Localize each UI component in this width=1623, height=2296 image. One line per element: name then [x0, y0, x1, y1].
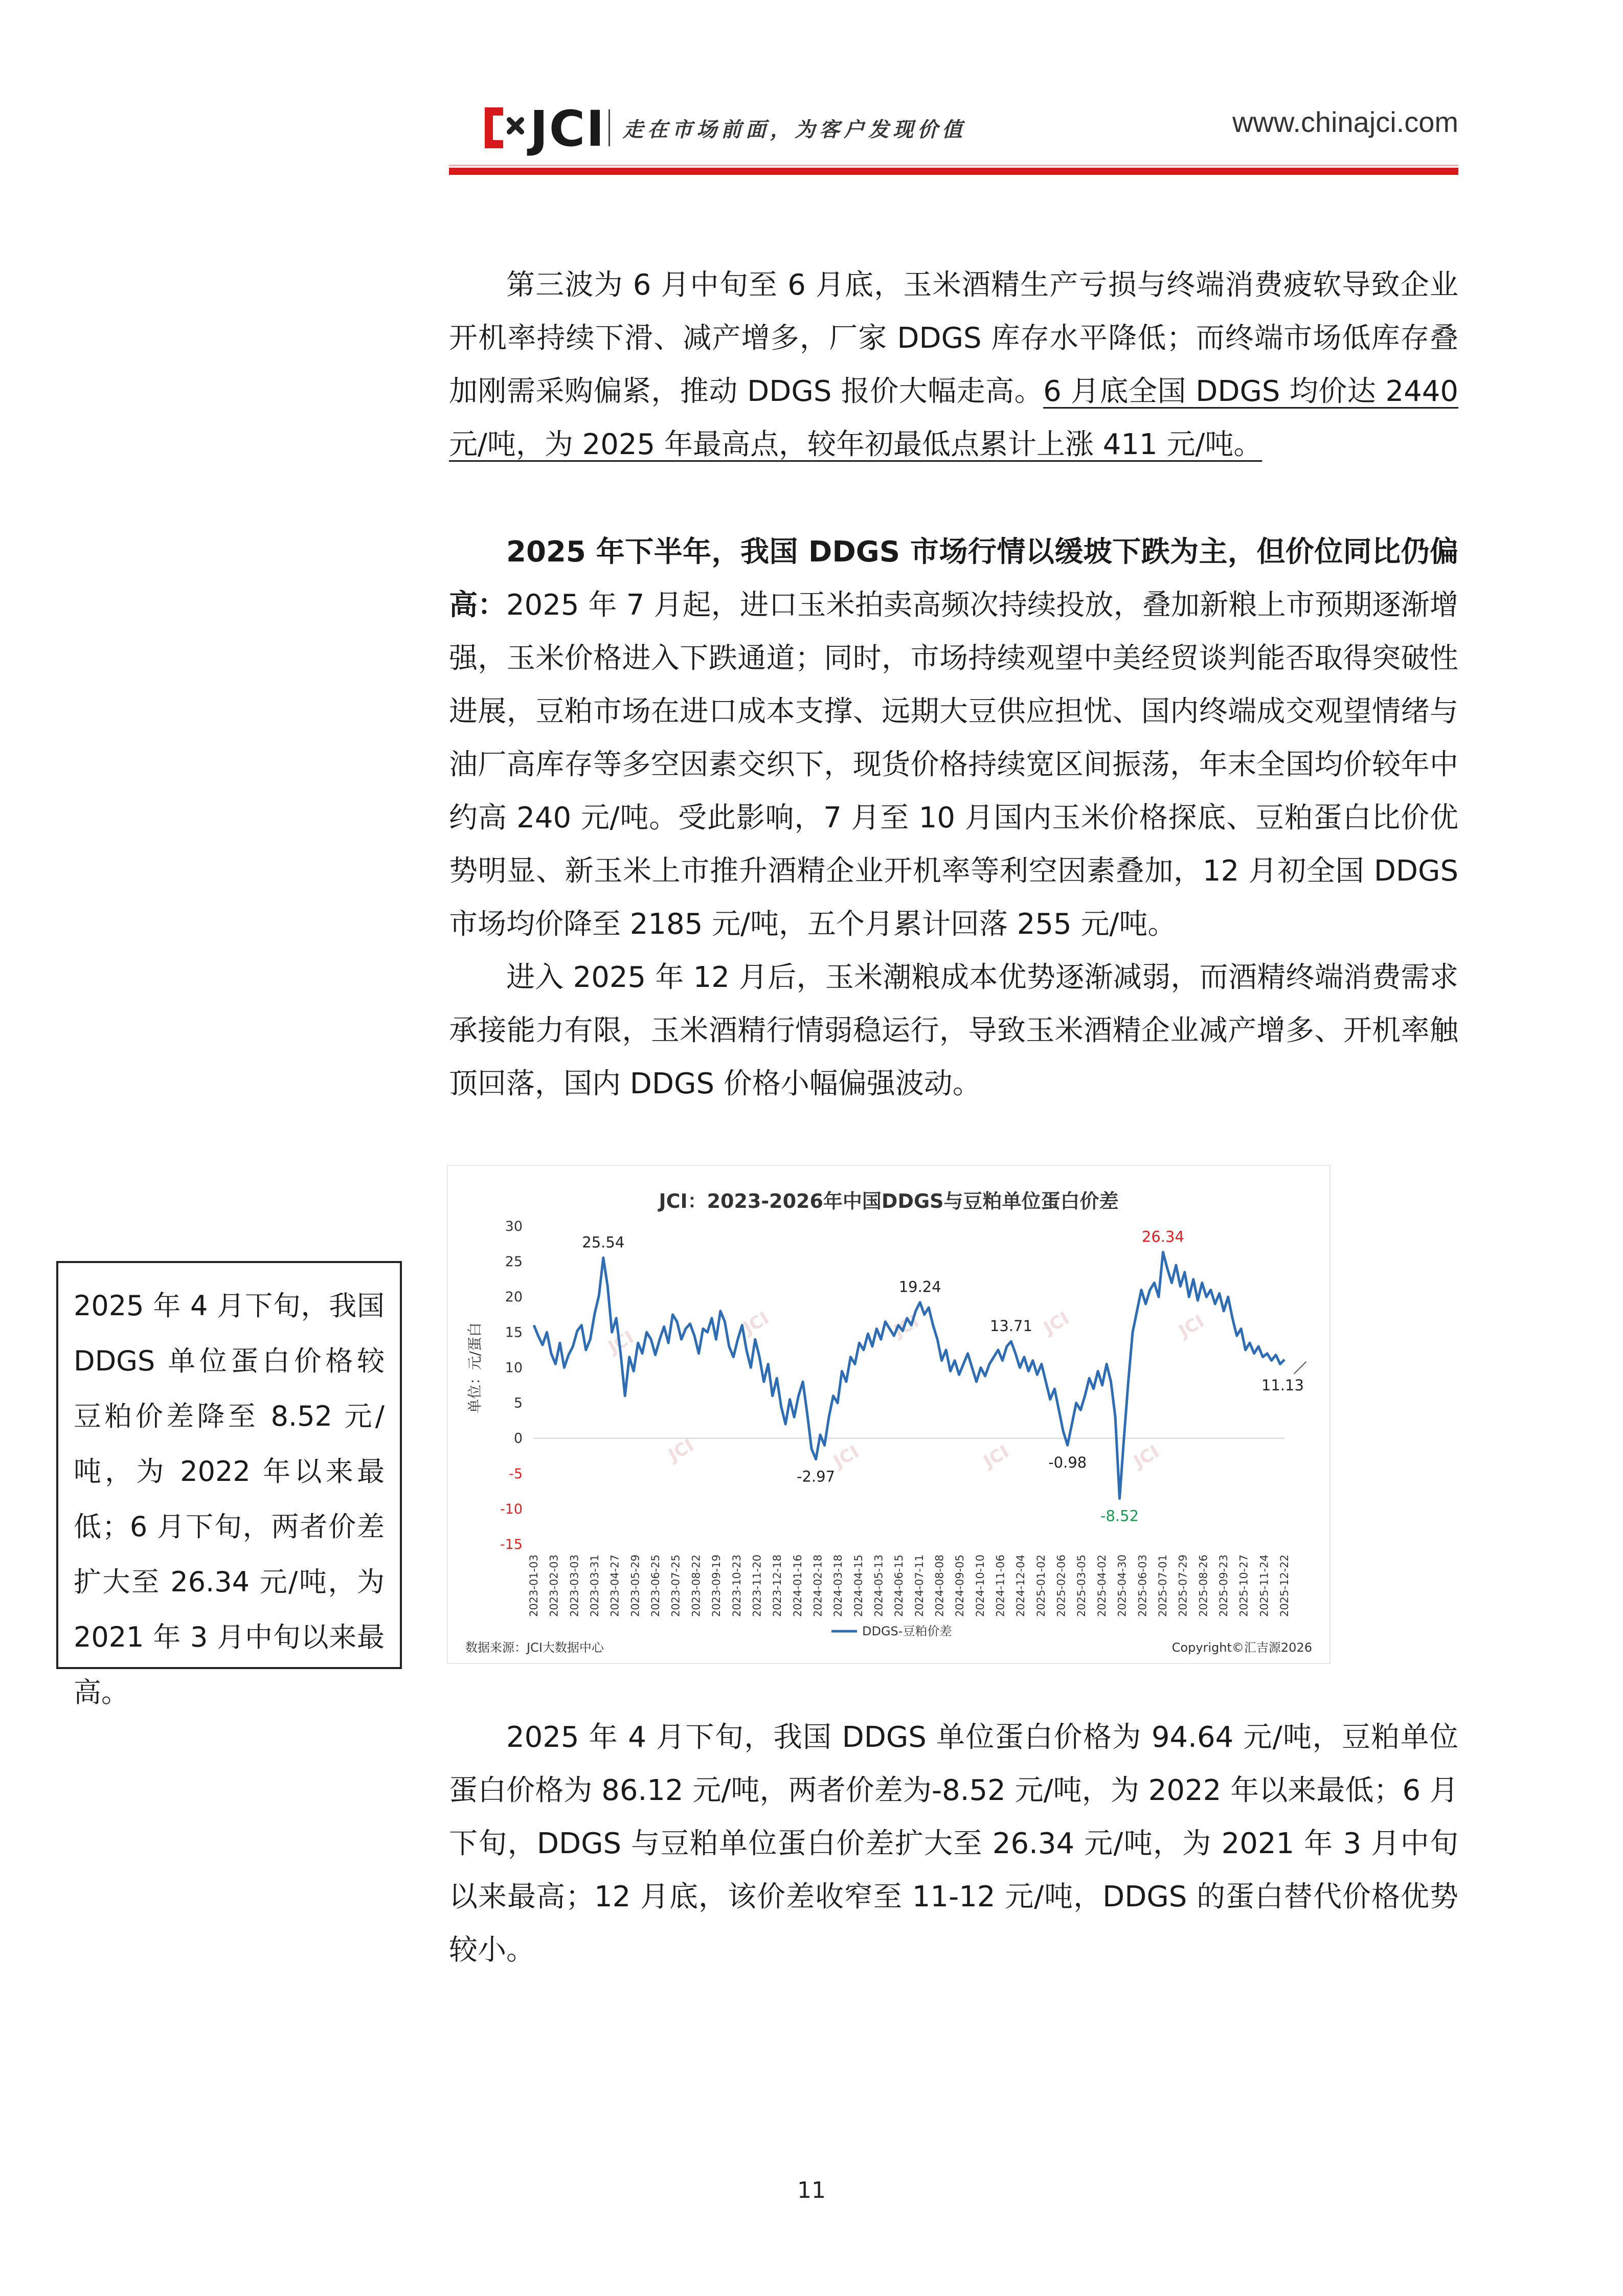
x-tick-label: 2024-06-15: [893, 1555, 906, 1617]
data-label-13.71: 13.71: [989, 1317, 1032, 1335]
data-label--0.98: -0.98: [1048, 1454, 1087, 1472]
x-tick-label: 2024-12-04: [1015, 1555, 1027, 1617]
watermark-2: JCI: [890, 1311, 923, 1342]
x-tick-label: 2023-09-19: [710, 1555, 723, 1617]
paragraph-third-wave-text: 第三波为 6 月中旬至 6 月底，玉米酒精生产亏损与终端消费疲软导致企业开机率持续下滑、减产增多，厂家 DDGS 库存水平降低；而终端市场低库存叠加刚需采购偏紧，推动 DDGS 报价大幅走高。: [449, 268, 1458, 408]
x-tick-label: 2025-07-01: [1156, 1555, 1169, 1617]
x-tick-label: 2023-12-18: [771, 1555, 784, 1617]
chart-svg: [448, 1166, 1329, 1663]
x-tick-label: 2025-11-24: [1258, 1555, 1271, 1617]
x-tick-label: 2025-01-02: [1034, 1555, 1047, 1617]
header-slogan: 走在市场前面，为客户发现价值: [623, 118, 966, 142]
paragraph-protein-spread-summary: 2025 年 4 月下旬，我国 DDGS 单位蛋白价格为 94.64 元/吨，豆粕单位蛋白价格为 86.12 元/吨，两者价差为-8.52 元/吨，为 2022 年以来最低；6 月下旬，DDGS 与豆粕单位蛋白价差扩大至 26.34 元/吨，为 2021 年 3 月中旬以来最高；12 月底，该价差收窄至 11-12 元/吨，DDGS 的蛋白替代价格优势较小。: [449, 1721, 1458, 1967]
x-tick-label: 2023-03-31: [589, 1555, 601, 1617]
y-tick-label: -10: [500, 1501, 523, 1517]
x-tick-label: 2024-10-10: [974, 1555, 986, 1617]
data-label--2.97: -2.97: [797, 1468, 836, 1485]
y-tick-label: 5: [513, 1395, 523, 1411]
data-label-19.24: 19.24: [898, 1278, 941, 1296]
section-heading-h2-2025: 2025 年下半年，我国 DDGS 市场行情以缓坡下跌为主，但价位同比仍偏高：: [449, 535, 1458, 622]
x-tick-label: 2024-05-13: [872, 1555, 885, 1617]
x-tick-label: 2025-07-29: [1177, 1555, 1189, 1617]
x-tick-label: 2023-05-29: [629, 1555, 642, 1617]
x-tick-label: 2023-11-20: [751, 1555, 763, 1617]
data-label-26.34: 26.34: [1141, 1228, 1184, 1246]
x-tick-label: 2024-04-15: [852, 1555, 865, 1617]
x-tick-label: 2023-02-03: [548, 1555, 560, 1617]
x-tick-label: 2025-06-03: [1136, 1555, 1149, 1617]
x-tick-label: 2023-01-03: [528, 1555, 540, 1617]
paragraph-july-onward: 2025 年 7 月起，进口玉米拍卖高频次持续投放，叠加新粮上市预期逐渐增强，玉米价格进入下跌通道；同时，市场持续观望中美经贸谈判能否取得突破性进展，豆粕市场在进口成本支撑、远期大豆供应担忧、国内终端成交观望情绪与油厂高库存等多空因素交织下，现货价格持续宽区间振荡，年末全国均价较年中约高 240 元/吨。受此影响，7 月至 10 月国内玉米价格探底、豆粕蛋白比价优势明显、新玉米上市推升酒精企业开机率等利空因素叠加，12 月初全国 DDGS 市场均价降至 2185 元/吨，五个月累计回落 255 元/吨。: [449, 589, 1458, 941]
x-tick-label: 2024-09-05: [954, 1555, 966, 1617]
data-label-25.54: 25.54: [582, 1233, 625, 1251]
x-tick-label: 2023-04-27: [608, 1555, 621, 1617]
watermark-3: JCI: [1040, 1308, 1073, 1339]
data-label-11.13: 11.13: [1261, 1376, 1304, 1394]
side-note-box: 2025 年 4 月下旬，我国 DDGS 单位蛋白价格较豆粕价差降至 8.52 元/吨，为 2022 年以来最低；6 月下旬，两者价差扩大至 26.34 元/吨，为 2021 年 3 月中旬以来最高。: [56, 1261, 402, 1669]
x-tick-label: 2023-06-25: [649, 1555, 662, 1617]
watermark-5: JCI: [665, 1435, 697, 1466]
watermark-7: JCI: [980, 1441, 1013, 1472]
x-tick-label: 2023-03-03: [568, 1555, 581, 1617]
x-tick-label: 2024-11-06: [994, 1555, 1007, 1617]
x-tick-label: 2025-09-23: [1217, 1555, 1230, 1617]
chart-title: JCI：2023-2026年中国DDGS与豆粕单位蛋白价差: [659, 1190, 1119, 1212]
data-label--8.52: -8.52: [1100, 1507, 1139, 1525]
y-tick-label: 15: [505, 1324, 523, 1341]
x-tick-label: 2025-10-27: [1237, 1555, 1250, 1617]
paragraph-december: 进入 2025 年 12 月后，玉米潮粮成本优势逐渐减弱，而酒精终端消费需求承接能力有限，玉米酒精行情弱稳运行，导致玉米酒精企业减产增多、开机率触顶回落，国内 DDGS 价格小幅偏强波动。: [449, 961, 1458, 1100]
x-tick-label: 2025-08-26: [1197, 1555, 1210, 1617]
watermark-4: JCI: [1175, 1311, 1208, 1342]
x-tick-label: 2025-03-05: [1075, 1555, 1088, 1617]
x-tick-label: 2025-02-06: [1055, 1555, 1068, 1617]
x-tick-label: 2024-01-16: [791, 1555, 804, 1617]
y-tick-label: -5: [509, 1466, 523, 1482]
legend-label: DDGS-豆粕价差: [862, 1624, 952, 1638]
y-tick-label: 10: [505, 1360, 523, 1376]
y-tick-label: 0: [513, 1430, 523, 1447]
x-tick-label: 2025-12-22: [1278, 1555, 1291, 1617]
paragraph-third-wave-underlined: 6 月底全国 DDGS 均价达 2440 元/吨，为 2025 年最高点，较年初最低点累计上涨 411 元/吨。: [449, 375, 1458, 461]
x-tick-label: 2024-08-08: [933, 1555, 946, 1617]
watermark-0: JCI: [604, 1326, 638, 1358]
logo-separator: [608, 109, 610, 146]
chart-source: 数据来源：JCI大数据中心: [465, 1640, 604, 1655]
x-tick-label: 2023-07-25: [669, 1555, 682, 1617]
x-tick-label: 2024-07-11: [913, 1555, 926, 1617]
chart-y-axis-label: 单位：元/蛋白: [466, 1322, 483, 1413]
x-tick-label: 2025-04-02: [1095, 1555, 1108, 1617]
chart-copyright: Copyright©汇吉源2026: [1171, 1640, 1312, 1655]
header-website[interactable]: www.chinajci.com: [1232, 106, 1458, 138]
paragraph-third-wave: [449, 259, 1458, 471]
protein-spread-chart: [447, 1165, 1331, 1664]
x-tick-label: 2023-10-23: [730, 1555, 743, 1617]
watermark-6: JCI: [830, 1441, 863, 1472]
logo-text: JCI: [530, 100, 605, 157]
data-label-leader: [1294, 1362, 1306, 1374]
page-number: 11: [797, 2177, 826, 2203]
y-tick-label: -15: [500, 1537, 523, 1552]
x-tick-label: 2024-02-18: [812, 1555, 824, 1617]
y-tick-label: 25: [505, 1254, 523, 1270]
x-tick-label: 2023-08-22: [690, 1555, 703, 1617]
x-tick-label: 2024-03-18: [832, 1555, 845, 1617]
y-tick-label: 20: [505, 1289, 523, 1305]
y-tick-label: 30: [505, 1219, 523, 1234]
watermark-1: JCI: [740, 1308, 773, 1339]
watermark-8: JCI: [1130, 1441, 1163, 1472]
x-tick-label: 2025-04-30: [1116, 1555, 1129, 1617]
header-rule: [449, 165, 1458, 175]
